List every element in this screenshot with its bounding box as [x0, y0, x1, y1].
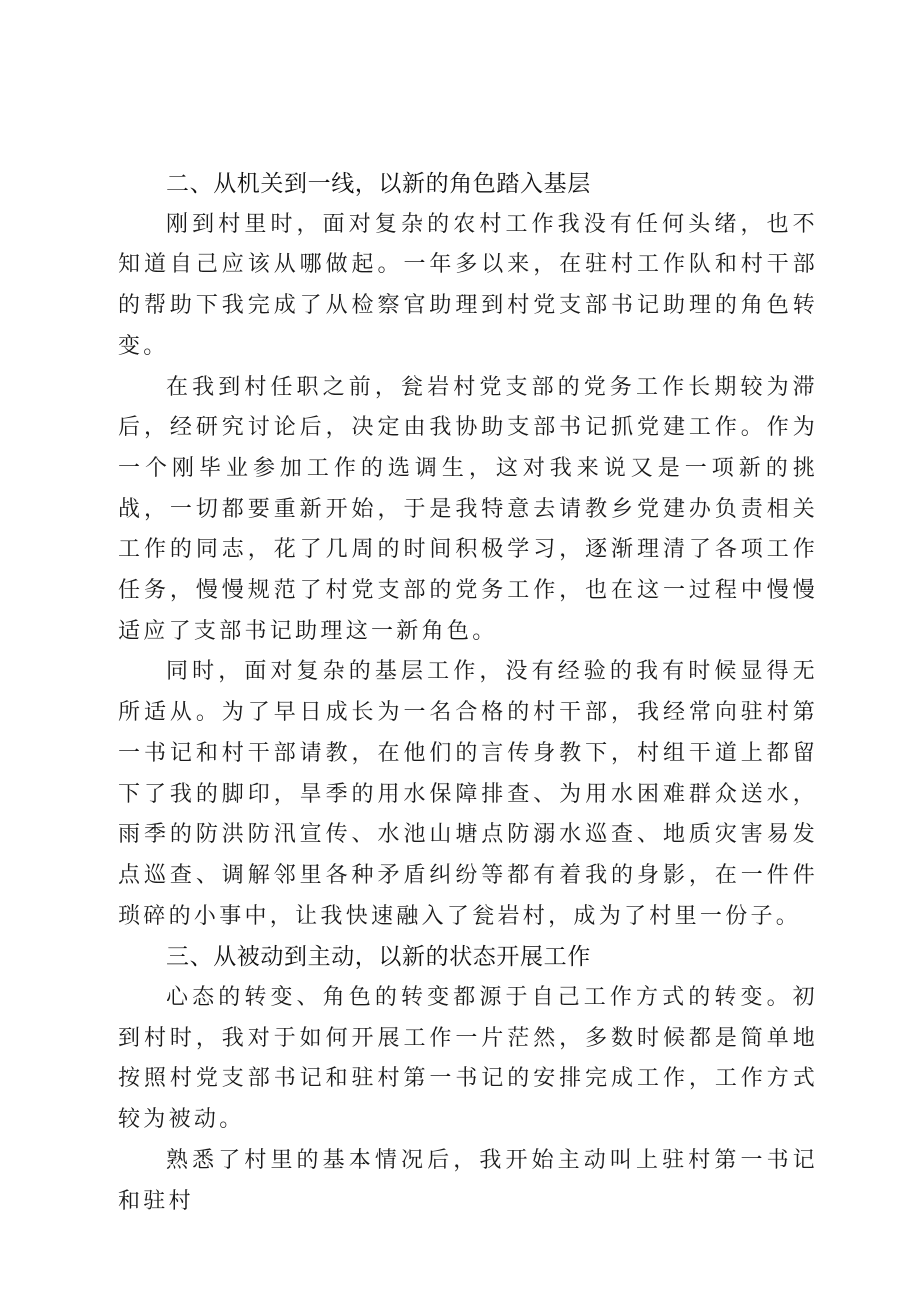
- paragraph: 同时，面对复杂的基层工作，没有经验的我有时候显得无所适从。为了早日成长为一名合格的村干部，我经常向驻村第一书记和村干部请教，在他们的言传身教下，村组干道上都留下了我的脚印，旱季的用水保障排查、为用水困难群众送水，雨季的防洪防汛宣传、水池山塘点防溺水巡查、地质灾害易发点巡查、调解邻里各种矛盾纠纷等都有着我的身影，在一件件琐碎的小事中，让我快速融入了瓮岩村，成为了村里一份子。: [118, 659, 818, 929]
- paragraph: 刚到村里时，面对复杂的农村工作我没有任何头绪，也不知道自己应该从哪做起。一年多以来，在驻村工作队和村干部的帮助下我完成了从检察官助理到村党支部书记助理的角色转变。: [118, 211, 818, 359]
- paragraph: 熟悉了村里的基本情况后，我开始主动叫上驻村第一书记和驻村: [118, 1147, 818, 1214]
- section-heading-2: 二、从机关到一线，以新的角色踏入基层: [166, 171, 591, 197]
- section-heading-3: 三、从被动到主动，以新的状态开展工作: [166, 944, 591, 971]
- paragraph: 在我到村任职之前，瓮岩村党支部的党务工作长期较为滞后，经研究讨论后，决定由我协助支部书记抓党建工作。作为一个刚毕业参加工作的选调生，这对我来说又是一项新的挑战，一切都要重新开始，于是我特意去请教乡党建办负责相关工作的同志，花了几周的时间积极学习，逐渐理清了各项工作任务，慢慢规范了村党支部的党务工作，也在这一过程中慢慢适应了支部书记助理这一新角色。: [118, 374, 818, 644]
- paragraph: 心态的转变、角色的转变都源于自己工作方式的转变。初到村时，我对于如何开展工作一片茫然，多数时候都是简单地按照村党支部书记和驻村第一书记的安排完成工作，工作方式较为被动。: [118, 985, 818, 1133]
- document-body: [118, 164, 818, 1222]
